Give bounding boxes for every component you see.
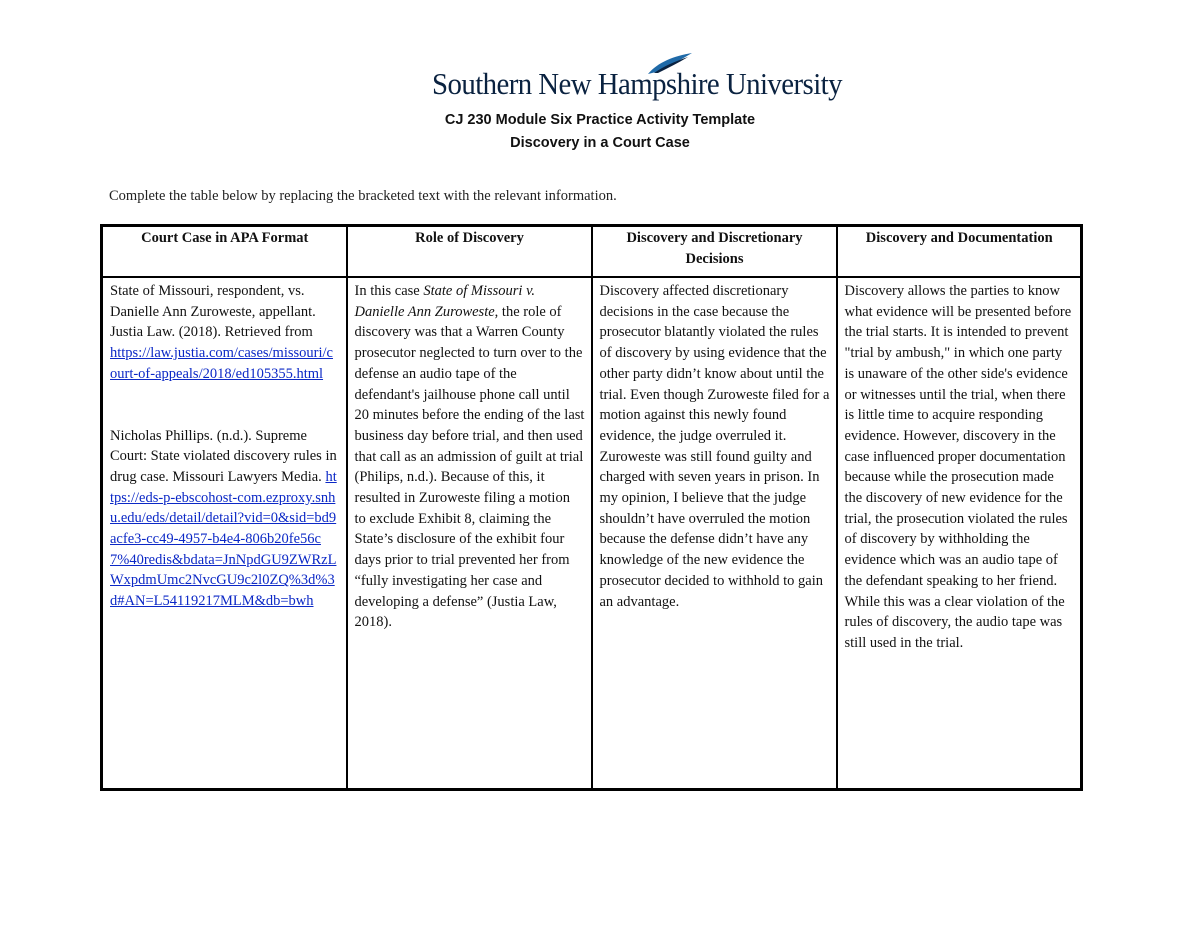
instructions-text: Complete the table below by replacing the bracketed text with the relevant information.: [109, 188, 617, 204]
role-text-intro: In this case: [354, 283, 424, 299]
case-table: [100, 224, 1083, 791]
header-court-case: Court Case in APA Format: [102, 226, 347, 278]
document-subtitle: Discovery in a Court Case: [510, 135, 690, 151]
document-title: CJ 230 Module Six Practice Activity Template: [444, 112, 756, 128]
cell-discretionary-decisions: Discovery affected discretionary decisions in the case because the prosecutor blatantly violated the rules of discovery by using evidence that the other party didn’t know about until the trial. Even though Zuroweste filed for a motion against this newly found evidence, the judge overruled it. Zuroweste was still found guilty and charged with seven years in prison. In my opinion, I believe that the judge shouldn’t have overruled the motion because the defense didn’t have any knowledge of the new evidence the prosecutor decided to withhold to gain an advantage.: [592, 277, 837, 790]
header-discretionary-decisions: Discovery and Discretionary Decisions: [592, 226, 837, 278]
logo-wordmark: Southern New Hampshire University: [432, 66, 842, 101]
header-documentation: Discovery and Documentation: [837, 226, 1082, 278]
spacer: [110, 385, 340, 426]
header-role-of-discovery: Role of Discovery: [347, 226, 592, 278]
university-logo: [432, 52, 842, 102]
reference-2-text: Nicholas Phillips. (n.d.). Supreme Court: State violated discovery rules in drug case. Missouri Lawyers Media.: [110, 427, 337, 485]
cell-role-of-discovery: [347, 277, 592, 790]
role-text-body: , the role of discovery was that a Warren County prosecutor neglected to turn over to the defense an audio tape of the defendant's jailhouse phone call until 20 minutes before the ending of the last business day before trial, and then used that call as an admission of guilt at trial (Philips, n.d.). Because of this, it resulted in Zuroweste filing a motion to exclude Exhibit 8, claiming the State’s disclosure of the exhibit four days prior to trial prevented her from “fully investigating her case and developing a defense” (Justia Law, 2018).: [354, 303, 585, 631]
reference-1-link[interactable]: https://law.justia.com/cases/missouri/court-of-appeals/2018/ed105355.html: [110, 345, 333, 382]
cell-documentation: Discovery allows the parties to know what evidence will be presented before the trial starts. It is intended to prevent "trial by ambush," in which one party is unaware of the other side's evidence or witnesses until the trial, when there is little time to acquire responding evidence. However, discovery in the case influenced proper documentation because while the prosecution made the discovery of new evidence for the trial, the prosecution violated the rules of discovery by withholding the evidence which was an audio tape of the defendant speaking to her friend. While this was a clear violation of the rules of discovery, the audio tape was still used in the trial.: [837, 277, 1082, 790]
table-header-row: [102, 226, 1082, 278]
reference-2-link[interactable]: https://eds-p-ebscohost-com.ezproxy.snhu.edu/eds/detail/detail?vid=0&sid=bd9acfe3-cc49-4957-b4e4-806b20fe56c7%40redis&bdata=JnNpdGU9ZWRzLWxpdmUmc2NvcGU9c2l0ZQ%3d%3d#AN=L54119217MLM&db=bwh: [110, 468, 337, 610]
case-name: State of Missouri v. Danielle Ann Zuroweste: [354, 283, 536, 320]
reference-1-text: State of Missouri, respondent, vs. Danielle Ann Zuroweste, appellant. Justia Law. (2018). Retrieved from: [110, 283, 316, 341]
cell-court-case: [102, 277, 347, 790]
table-row: [102, 277, 1082, 790]
